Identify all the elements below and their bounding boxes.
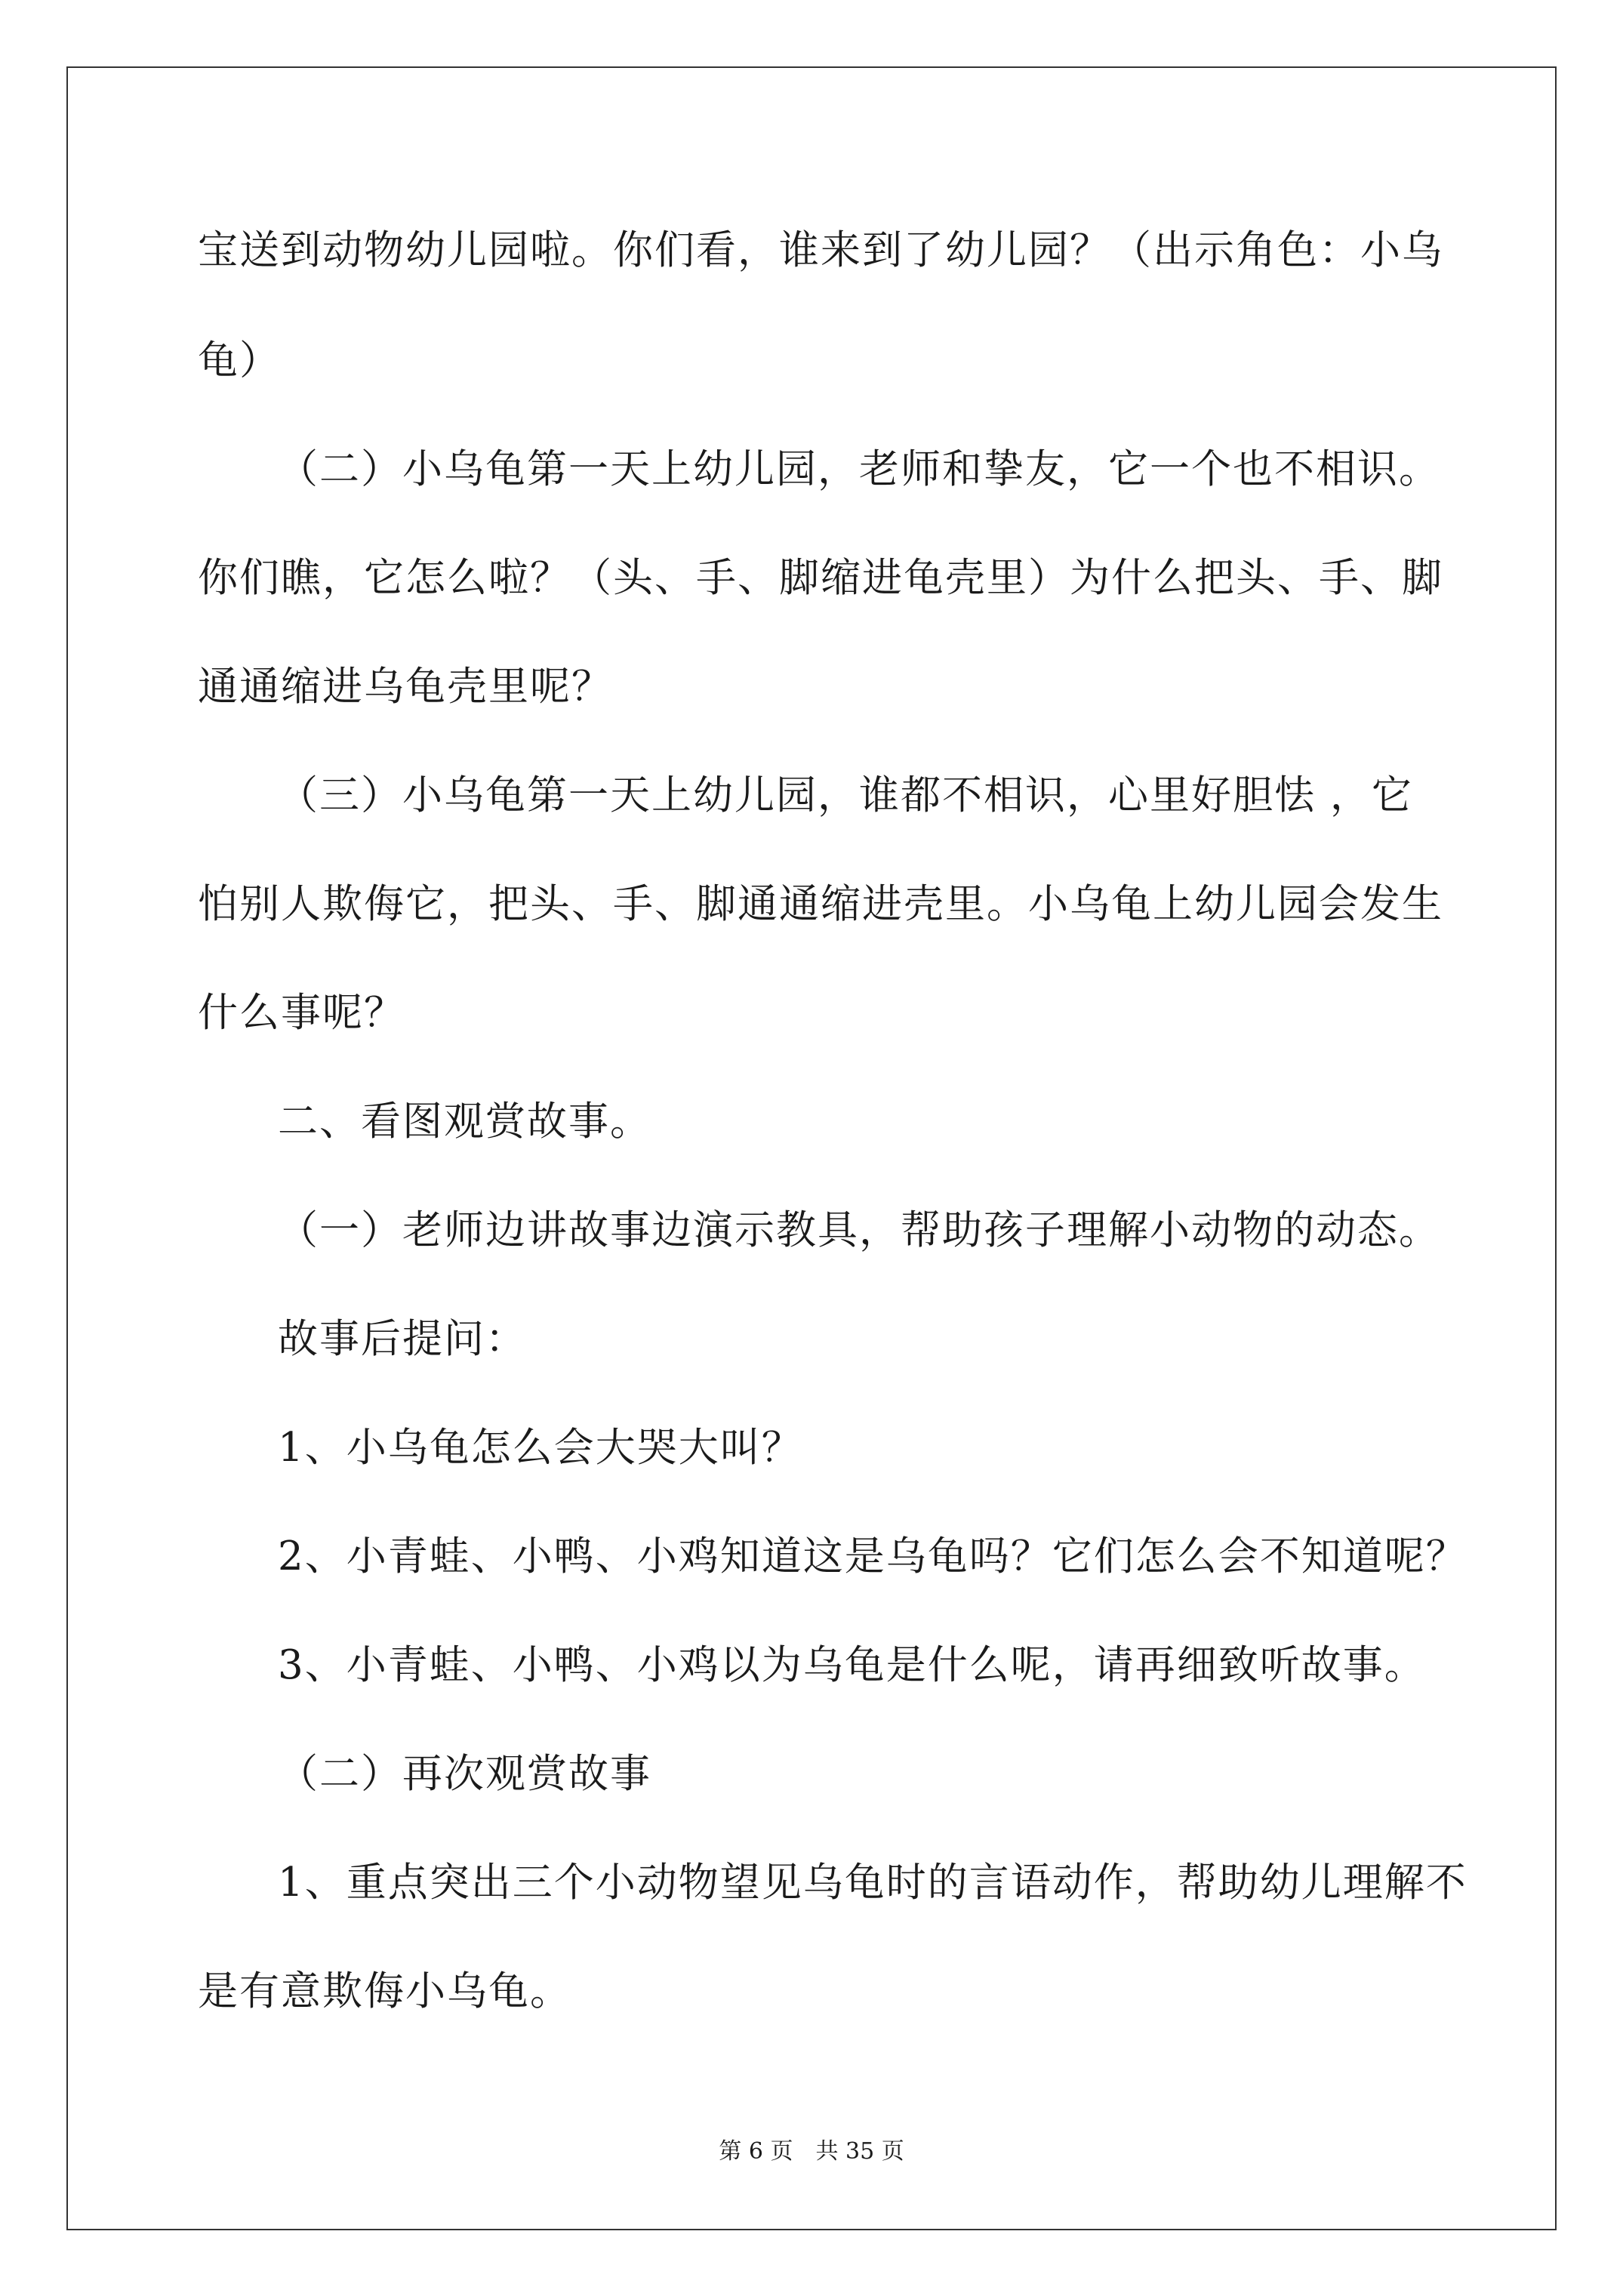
section-heading: 二、看图观赏故事。 [278, 1099, 651, 1145]
text-line: 龟） [198, 337, 281, 384]
list-item: 2、小青蛙、小鸭、小鸡知道这是乌龟吗？它们怎么会不知道呢？ [278, 1533, 1467, 1579]
page-number-footer: 第 6 页 共 35 页 [719, 2138, 904, 2165]
text-line: 通通缩进乌龟壳里呢？ [198, 664, 613, 710]
text-line: 宝送到动物幼儿园啦。你们看，谁来到了幼儿园？（出示角色：小乌 [198, 227, 1443, 273]
paragraph-line: （三）小乌龟第一天上幼儿园，谁都不相识，心里好胆怯 ，它 [278, 772, 1413, 818]
text-line: 你们瞧，它怎么啦？（头、手、脚缩进龟壳里）为什么把头、手、脚 [198, 555, 1443, 601]
text-line: 什么事呢？ [198, 990, 405, 1036]
text-line: 怕别人欺侮它，把头、手、脚通通缩进壳里。小乌龟上幼儿园会发生 [198, 881, 1443, 927]
list-item: 1、小乌龟怎么会大哭大叫？ [278, 1425, 803, 1471]
list-item: 3、小青蛙、小鸭、小鸡以为乌龟是什么呢，请再细致听故事。 [278, 1642, 1426, 1688]
list-item: 1、重点突出三个小动物望见乌龟时的言语动作，帮助幼儿理解不 [278, 1860, 1467, 1906]
paragraph-line: （二）小乌龟第一天上幼儿园，老师和挚友，它一个也不相识。 [278, 446, 1440, 492]
paragraph-line: 故事后提问： [278, 1316, 527, 1362]
paragraph-line: （二）再次观赏故事 [278, 1751, 651, 1797]
paragraph-line: （一）老师边讲故事边演示教具，帮助孩子理解小动物的动态。 [278, 1207, 1440, 1253]
text-line: 是有意欺侮小乌龟。 [198, 1968, 571, 2014]
